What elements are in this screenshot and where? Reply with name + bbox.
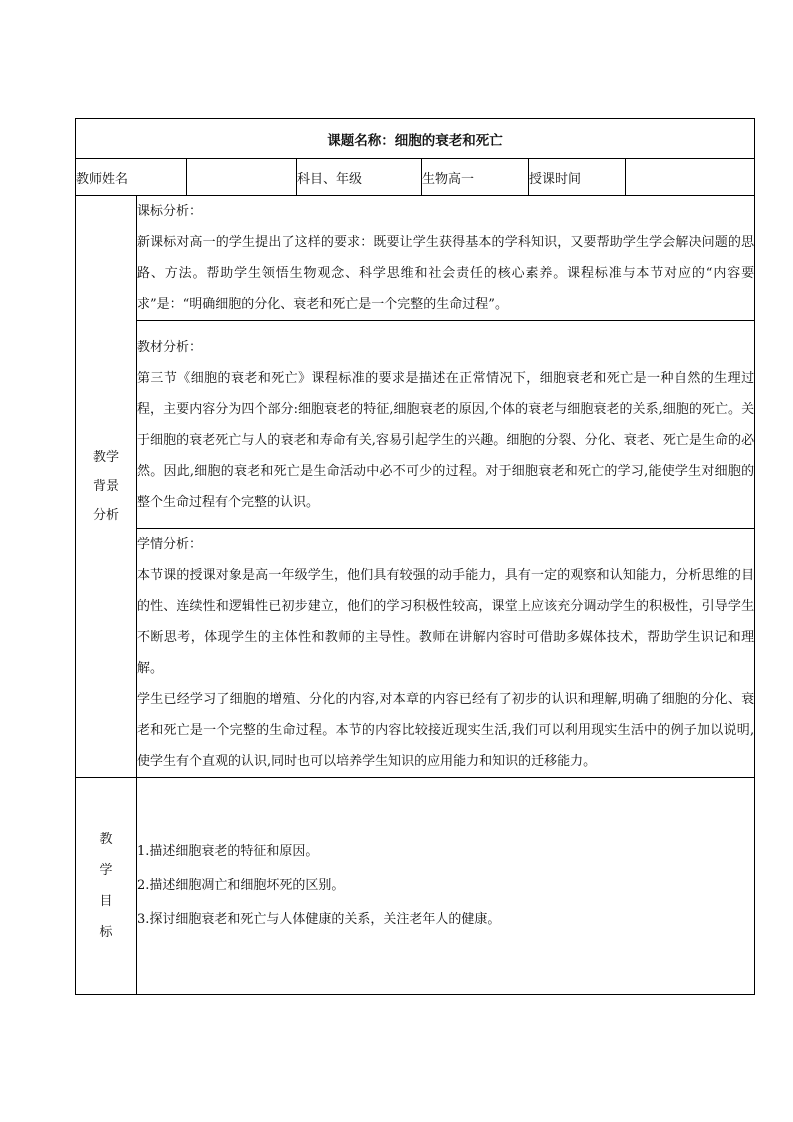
textbook-analysis-section bbox=[137, 321, 755, 529]
student-analysis-section bbox=[137, 529, 755, 778]
textbook-analysis-heading: 教材分析： bbox=[137, 339, 203, 355]
student-analysis-text: 本节课的授课对象是高一年级学生，他们具有较强的动手能力，具有一定的观察和认知能力，分析思维的目的性、连续性和逻辑性已初步建立，他们的学习积极性较高，课堂上应该充分调动学生的积极性，引导学生不断思考，体现学生的主体性和教师的主导性。教师在讲解内容时可借助多媒体技术，帮助学生识记和理解。 bbox=[137, 568, 755, 676]
side-label-line: 学 bbox=[99, 863, 113, 878]
side-label-line: 教学 bbox=[92, 450, 119, 465]
subject-grade-value: 生物高一 bbox=[422, 159, 529, 196]
student-analysis-heading: 学情分析： bbox=[137, 537, 203, 552]
lesson-title: 课题名称：细胞的衰老和死亡 bbox=[76, 119, 755, 159]
info-row bbox=[76, 159, 755, 196]
teacher-name-value bbox=[187, 159, 297, 196]
side-label-line: 教 bbox=[99, 832, 113, 847]
lesson-plan-table bbox=[75, 118, 755, 995]
side-label-line: 背景 bbox=[92, 479, 119, 494]
subject-grade-label: 科目、年级 bbox=[297, 159, 422, 196]
curriculum-analysis-heading: 课标分析： bbox=[137, 204, 203, 219]
teaching-background-label bbox=[76, 196, 137, 778]
teaching-goals-list bbox=[137, 778, 755, 995]
teaching-goals-label bbox=[76, 778, 137, 995]
class-time-label: 授课时间 bbox=[529, 159, 626, 196]
goal-item: 3.探讨细胞衰老和死亡与人体健康的关系，关注老年人的健康。 bbox=[137, 912, 501, 927]
student-analysis-text: 学生已经学习了细胞的增殖、分化的内容,对本章的内容已经有了初步的认识和理解,明确了细胞的分化、衰老和死亡是一个完整的生命过程。本节的内容比较接近现实生活,我们可以利用现实生活中的例子加以说明,使学生有个直观的认识,同时也可以培养学生知识的应用能力和知识的迁移能力。 bbox=[137, 692, 755, 769]
goal-item: 1.描述细胞衰老的特征和原因。 bbox=[137, 844, 319, 859]
side-label-line: 标 bbox=[99, 925, 113, 940]
curriculum-analysis-text: 新课标对高一的学生提出了这样的要求：既要让学生获得基本的学科知识，又要帮助学生学会解决问题的思路、方法。帮助学生领悟生物观念、科学思维和社会责任的核心素养。课程标准与本节对应的“内容要求”是：“明确细胞的分化、衰老和死亡是一个完整的生命过程”。 bbox=[137, 235, 755, 312]
curriculum-analysis-section bbox=[137, 196, 755, 321]
teacher-name-label: 教师姓名 bbox=[76, 159, 187, 196]
side-label-line: 目 bbox=[99, 894, 113, 909]
textbook-analysis-text: 第三节《细胞的衰老和死亡》课程标准的要求是描述在正常情况下，细胞衰老和死亡是一种自然的生理过程，主要内容分为四个部分:细胞衰老的特征,细胞衰老的原因,个体的衰老与细胞衰老的关系,细胞的死亡。关于细胞的衰老死亡与人的衰老和寿命有关,容易引起学生的兴趣。细胞的分裂、分化、衰老、死亡是生命的必然。因此,细胞的衰老和死亡是生命活动中必不可少的过程。对于细胞衰老和死亡的学习,能使学生对细胞的整个生命过程有个完整的认识。 bbox=[137, 370, 755, 510]
class-time-value bbox=[626, 159, 755, 196]
goal-item: 2.描述细胞凋亡和细胞坏死的区别。 bbox=[137, 878, 345, 893]
side-label-line: 分析 bbox=[92, 508, 119, 523]
